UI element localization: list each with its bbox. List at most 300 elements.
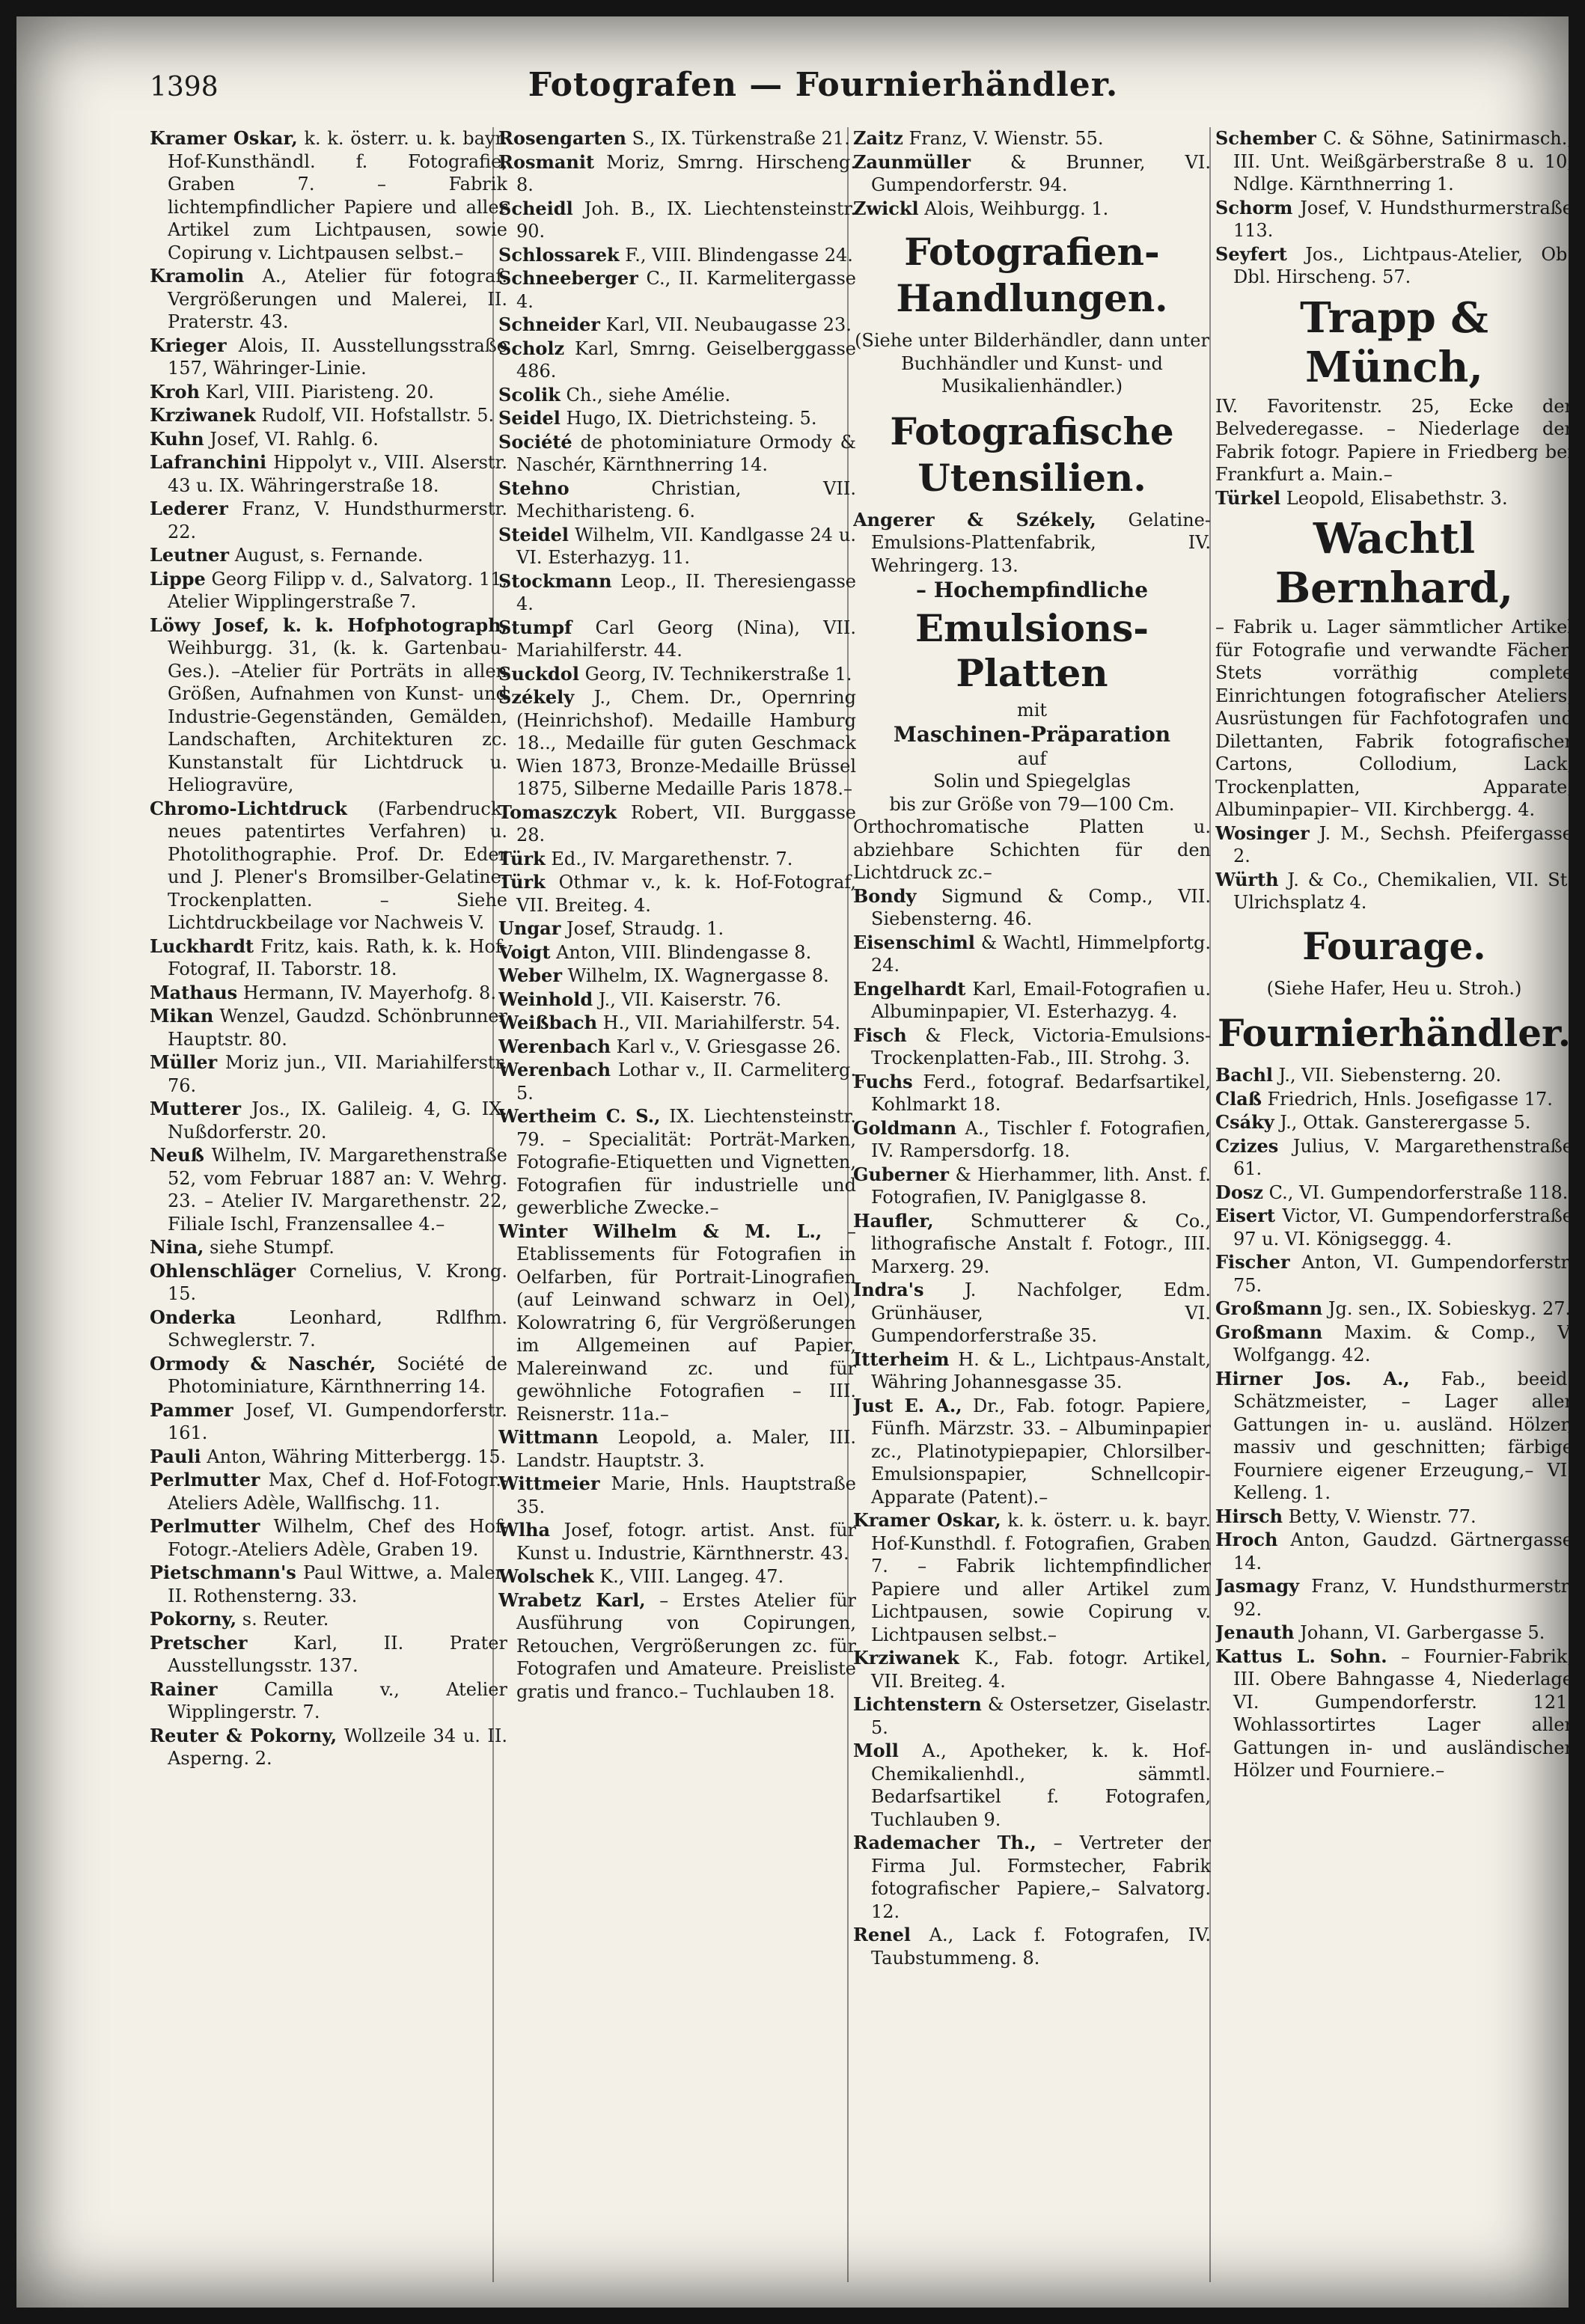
directory-entry <box>150 1051 507 1097</box>
entry-name: Eisenschiml <box>853 931 975 953</box>
entry-name: Krziwanek <box>853 1647 959 1669</box>
entry-details: (Farbendruck, neues patentirtes Verfahren) u. Photolithographie. Prof. Dr. Eder und J. Plener's Bromsilber-Gelatine-Trockenplatten. – Siehe Lichtdruckbeilage vor Nachweis V. <box>168 798 507 933</box>
entry-details: C., VI. Gumpendorferstraße 118. <box>1268 1181 1569 1203</box>
entry-details: Alois, Weihburgg. 1. <box>924 198 1109 219</box>
directory-entry <box>498 198 856 243</box>
entry-name: Tomaszczyk <box>498 801 617 823</box>
entry-details: k. k. österr. u. k. bayr. Hof-Kunsthdl. f. Fotografien, Graben 7. – Fabrik lichtempfindlicher Papiere und aller Artikel zum Lichtpausen, sowie Copirung v. Lichtpausen selbst.– <box>871 1510 1211 1645</box>
entry-details: – Etablissements für Fotografien in Oelfarben, für Portrait-Linografien (auf Leinwand schwarz in Oel), Kolowratring 6, für Vergrößerungen im Allgemeinen auf Papier, Malereinwand zc. und für gewöhnliche Fotografien – III. Reisnerstr. 11a.– <box>516 1220 856 1425</box>
entry-name: Guberner <box>853 1163 950 1185</box>
ad-line: mit <box>1016 700 1048 721</box>
entry-details: Anton, VI. Gumpendorferstr. 75. <box>1233 1252 1573 1296</box>
directory-entry <box>853 1348 1211 1394</box>
entry-name: Lippe <box>150 567 206 590</box>
directory-entry <box>498 1105 856 1220</box>
entry-details: Jg. sen., IX. Sobieskyg. 27. <box>1328 1298 1572 1319</box>
entry-details: & Ostersetzer, Giselastr. 5. <box>871 1694 1211 1738</box>
directory-entry <box>498 431 856 477</box>
entry-details: Moriz, Smrng. Hirscheng. 8. <box>516 151 856 195</box>
entry-name: Rademacher Th., <box>853 1832 1036 1853</box>
entry-name: Mikan <box>150 1005 214 1027</box>
entry-name: Engelhardt <box>853 977 966 1000</box>
directory-entry <box>498 941 856 964</box>
entry-name: Eisert <box>1215 1205 1275 1226</box>
entry-details: Josef, VI. Rahlg. 6. <box>210 428 379 450</box>
entry-details: Hermann, IV. Mayerhofg. 8. <box>242 982 496 1003</box>
entry-name: Renel <box>853 1924 911 1945</box>
entry-details: F., VIII. Blindengasse 24. <box>625 244 853 266</box>
entry-details: A., Tischler f. Fotografien, IV. Rampersdorfg. 18. <box>871 1117 1211 1161</box>
entry-details: Georg, IV. Technikerstraße 1. <box>584 663 852 685</box>
entry-name: Leutner <box>150 544 230 566</box>
directory-entry <box>1215 197 1573 242</box>
entry-name: Kuhn <box>150 427 204 450</box>
directory-entry <box>1215 869 1573 914</box>
running-title: Fotografen — Fournierhändler. <box>528 66 1119 104</box>
entry-details: Leop., II. Theresiengasse 4. <box>516 570 856 614</box>
directory-entry <box>853 198 1211 221</box>
entry-name: Perlmutter <box>150 1469 260 1490</box>
entry-name: Lederer <box>150 498 228 519</box>
entry-name: Ohlenschläger <box>150 1259 296 1282</box>
entry-details: H., VII. Mariahilferstr. 54. <box>602 1012 840 1033</box>
entry-name: Société <box>498 430 572 453</box>
entry-details: & Hierhammer, lith. Anst. f. Fotografien, IV. Paniglgasse 8. <box>871 1163 1211 1208</box>
directory-entry <box>498 1059 856 1104</box>
entry-name: Czizes <box>1215 1134 1279 1157</box>
entry-details: Hugo, IX. Dietrichsteing. 5. <box>566 408 817 429</box>
directory-entry <box>150 1446 507 1469</box>
entry-name: Claß <box>1215 1087 1262 1110</box>
entry-details: & Wachtl, Himmelpfortg. 24. <box>871 932 1211 976</box>
directory-entry <box>498 917 856 941</box>
section-heading: Fourage. <box>1302 923 1486 968</box>
entry-name: Scolik <box>498 383 561 406</box>
entry-details: Julius, V. Margarethenstraße 61. <box>1233 1135 1573 1179</box>
entry-name: Ormody & Naschér, <box>150 1352 376 1374</box>
directory-entry <box>1215 1135 1573 1181</box>
entry-details: K., VIII. Langeg. 47. <box>599 1566 784 1587</box>
directory-entry <box>498 1473 856 1518</box>
entry-name: Fuchs <box>853 1070 913 1092</box>
directory-entry <box>853 1647 1211 1692</box>
ad-text: IV. Favoritenstr. 25, Ecke der Belvederegasse. – Niederlage der Fabrik fotogr. Papiere in Friedberg bei Frankfurt a. Main.– <box>1215 395 1573 485</box>
entry-name: Pammer <box>150 1398 233 1421</box>
directory-entry <box>498 244 856 267</box>
ad-headline: Emulsions-Platten <box>914 606 1149 695</box>
directory-entry <box>150 1678 507 1724</box>
entry-details: Ferd., fotograf. Bedarfsartikel, Kohlmarkt 18. <box>871 1071 1211 1115</box>
directory-entry <box>150 451 507 497</box>
directory-entry <box>1215 127 1573 196</box>
directory-entry <box>853 1832 1211 1923</box>
directory-entry <box>498 570 856 616</box>
directory-entry <box>150 1005 507 1051</box>
entry-details: Karl, Email-Fotografien u. Albuminpapier, VI. Esterhazyg. 4. <box>871 978 1211 1022</box>
ad-text: Orthochromatische Platten u. abziehbare Schichten für den Lichtdruck zc.– <box>853 816 1211 883</box>
entry-details: A., Apotheker, k. k. Hof-Chemikalienhdl., sämmtl. Bedarfsartikel f. Fotografen, Tuchlauben 9. <box>871 1740 1211 1830</box>
entry-details: – Erstes Atelier für Ausführung von Copirungen, Retouchen, Vergrößerungen zc. für Fotografen und Amateure. Preisliste gratis und franco.– Tuchlauben 18. <box>516 1589 856 1702</box>
directory-entry <box>498 1589 856 1704</box>
directory-entry <box>1215 487 1573 510</box>
directory-entry <box>150 544 507 567</box>
advertiser-name: Wachtl Bernhard, <box>1274 514 1514 613</box>
entry-details: Hippolyt v., VIII. Alserstr. 43 u. IX. Währingerstraße 18. <box>168 452 507 496</box>
entry-details: Carl Georg (Nina), VII. Mariahilferstr. 44. <box>516 617 856 661</box>
entry-details: J. & Co., Chemikalien, VII. St. Ulrichsplatz 4. <box>1233 869 1573 913</box>
column-3 <box>853 127 1211 2282</box>
entry-details: Josef, VI. Gumpendorferstr. 161. <box>168 1399 507 1443</box>
directory-entry <box>498 127 856 150</box>
entry-name: Steidel <box>498 523 569 545</box>
entry-name: Zaunmüller <box>853 150 971 173</box>
entry-details: A., Lack f. Fotografen, IV. Taubstummeng. 8. <box>871 1924 1211 1969</box>
entry-details: J. Nachfolger, Edm. Grünhäuser, VI. Gumpendorferstraße 35. <box>871 1279 1211 1346</box>
entry-details: J., Ottak. Gansterergasse 5. <box>1280 1112 1531 1133</box>
directory-entry <box>498 1519 856 1565</box>
entry-details: Karl, VIII. Piaristeng. 20. <box>205 381 434 403</box>
entry-name: Hroch <box>1215 1529 1278 1550</box>
directory-entry <box>150 1306 507 1352</box>
directory-entry <box>1215 1529 1573 1574</box>
directory-entry <box>150 982 507 1005</box>
entry-name: Kramer Oskar, <box>150 127 298 149</box>
entry-name: Weber <box>498 964 562 986</box>
entry-details: Marie, Hnls. Hauptstraße 35. <box>516 1473 856 1517</box>
entry-details: Ch., siehe Amélie. <box>566 384 731 406</box>
entry-name: Wittmann <box>498 1426 599 1448</box>
directory-entry <box>853 1509 1211 1646</box>
entry-name: Stumpf <box>498 616 572 638</box>
entry-details: Jos., Lichtpaus-Atelier, Ob. Dbl. Hirscheng. 57. <box>1233 243 1573 287</box>
entry-name: Jenauth <box>1215 1621 1295 1643</box>
entry-details: August, s. Fernande. <box>234 545 424 566</box>
directory-entry <box>150 404 507 427</box>
directory-entry <box>498 151 856 197</box>
directory-entry <box>853 1740 1211 1831</box>
entry-name: Weinhold <box>498 988 593 1010</box>
entry-details: J., VII. Kaiserstr. 76. <box>598 988 782 1010</box>
entry-name: Kattus L. Sohn. <box>1215 1645 1387 1667</box>
directory-entry <box>1215 1505 1573 1529</box>
directory-entry <box>150 1562 507 1607</box>
directory-entry <box>1215 1111 1573 1134</box>
entry-name: Goldmann <box>853 1116 957 1139</box>
directory-entry <box>498 1220 856 1426</box>
entry-name: Rainer <box>150 1678 218 1700</box>
ad-line: Solin und Spiegelglas <box>933 771 1131 792</box>
entry-details: Dr., Fab. fotogr. Papiere, Fünfh. Märzstr. 33. – Albuminpapier zc., Platinotypiepapier, Chlorsilber-Emulsionspapier, Schnellcopir-Apparate (Patent).– <box>871 1395 1211 1508</box>
directory-entry <box>498 1565 856 1588</box>
entry-name: Krieger <box>150 334 227 356</box>
directory-entry <box>853 1024 1211 1070</box>
entry-name: Hirsch <box>1215 1505 1283 1527</box>
entry-name: Schember <box>1215 127 1316 149</box>
entry-details: Fab., beeid. Schätzmeister, – Lager aller Gattungen in- u. ausländ. Hölzer, massiv und geschnitten; färbige Fourniere eigener Erzeugung,– VI. Kelleng. 1. <box>1233 1368 1573 1503</box>
entry-details: Josef, fotogr. artist. Anst. für Kunst u. Industrie, Kärnthnerstr. 43. <box>516 1520 856 1564</box>
entry-name: Seidel <box>498 407 561 429</box>
entry-details: Wilhelm, VII. Kandlgasse 24 u. VI. Esterhazyg. 11. <box>516 524 856 568</box>
directory-entry <box>150 334 507 380</box>
directory-entry <box>498 848 856 871</box>
section-heading: Fotografien-Handlungen. <box>896 230 1168 320</box>
entry-details: Wilhelm, Chef des Hof-Fotogr.-Ateliers Adèle, Graben 19. <box>168 1516 507 1560</box>
entry-details: k. k. österr. u. k. bayr. Hof-Kunsthändl. f. Fotografie, Graben 7. – Fabrik lichtempfindlicher Papiere und aller Artikel zum Lichtpausen, sowie Copirung v. Lichtpausen selbst.– <box>168 128 507 263</box>
entry-name: Reuter & Pokorny, <box>150 1724 338 1746</box>
directory-entry <box>853 151 1211 197</box>
entry-name: Haufler, <box>853 1209 934 1232</box>
directory-entry <box>150 1608 507 1631</box>
ad-line: auf <box>1017 747 1047 769</box>
entry-name: Fischer <box>1215 1251 1290 1273</box>
directory-entry <box>150 1725 507 1770</box>
directory-entry <box>853 509 1211 578</box>
directory-entry <box>498 801 856 847</box>
directory-entry <box>498 1036 856 1059</box>
ad-emphasis-line: Maschinen-Präparation <box>893 721 1171 747</box>
entry-details: Karl, II. Prater Ausstellungsstr. 137. <box>168 1632 507 1676</box>
entry-details: Franz, V. Hundsthurmerstr. 22. <box>168 498 507 542</box>
entry-details: Société de Photominiature, Kärnthnerring 14. <box>168 1353 507 1397</box>
directory-entry <box>498 1012 856 1035</box>
entry-name: Großmann <box>1215 1297 1323 1319</box>
directory-entry <box>150 1098 507 1143</box>
entry-details: Anton, VIII. Blindengasse 8. <box>556 941 812 963</box>
entry-name: Moll <box>853 1740 899 1761</box>
directory-entry <box>1215 1205 1573 1250</box>
entry-details: Schmutterer & Co., lithografische Anstalt f. Fotogr., III. Marxerg. 29. <box>871 1210 1211 1277</box>
ad-line: bis zur Größe von 79—100 Cm. <box>889 793 1175 815</box>
directory-entry <box>150 1515 507 1561</box>
entry-details: Alois, II. Ausstellungsstraße 157, Währinger-Linie. <box>168 334 507 379</box>
entry-details: Sigmund & Comp., VII. Siebensterng. 46. <box>871 885 1211 929</box>
section-note: (Siehe unter Bilderhändler, dann unter Buchhändler und Kunst- und Musikalienhändler.) <box>855 330 1209 397</box>
entry-details: Othmar v., k. k. Hof-Fotograf, VII. Breiteg. 4. <box>516 872 856 916</box>
directory-entry <box>853 978 1211 1024</box>
entry-name: Pietschmann's <box>150 1562 296 1583</box>
directory-entry <box>1215 1575 1573 1621</box>
entry-details: Fritz, kais. Rath, k. k. Hof-Fotograf, II. Taborstr. 18. <box>168 935 507 979</box>
directory-entry <box>150 1399 507 1445</box>
entry-name: Onderka <box>150 1306 236 1328</box>
entry-details: Georg Filipp v. d., Salvatorg. 11, Atelier Wipplingerstraße 7. <box>168 568 507 612</box>
entry-details: J. M., Sechsh. Pfeifergasse 2. <box>1233 822 1573 866</box>
entry-details: Victor, VI. Gumpendorferstraße 97 u. VI. Königseggg. 4. <box>1233 1205 1573 1250</box>
entry-details: Christian, VII. Mechitharisteng. 6. <box>516 477 856 522</box>
directory-entry <box>498 1426 856 1472</box>
entry-name: Türk <box>498 871 546 893</box>
entry-name: Seyfert <box>1215 242 1287 265</box>
entry-name: Werenbach <box>498 1059 611 1080</box>
entry-details: Anton, Währing Mitterbergg. 15. <box>207 1446 507 1467</box>
entry-details: Karl, VII. Neubaugasse 23. <box>605 314 852 335</box>
entry-name: Dosz <box>1215 1181 1263 1203</box>
directory-entry <box>498 617 856 662</box>
entry-details: Josef, Straudg. 1. <box>566 918 724 939</box>
entry-name: Just E. A., <box>853 1394 962 1416</box>
directory-entry <box>853 1693 1211 1739</box>
entry-details: H. & L., Lichtpaus-Anstalt, Währing Johannesgasse 35. <box>871 1348 1211 1392</box>
section-heading: Fotografische Utensilien. <box>890 409 1174 500</box>
entry-name: Wrabetz Karl, <box>498 1588 646 1611</box>
directory-entry <box>853 1210 1211 1279</box>
directory-entry <box>853 1117 1211 1163</box>
entry-name: Türkel <box>1215 486 1281 509</box>
directory-entry <box>150 1469 507 1514</box>
entry-details: Maxim. & Comp., V. Wolfgangg. 42. <box>1233 1321 1573 1366</box>
ad-text: – Fabrik u. Lager sämmtlicher Artikel für Fotografie und verwandte Fächer. Stets vorräthig complete Einrichtungen fotografischer Ateliers, Ausrüstungen für Fachfotografen und Dilettanten, Fabrik fotografischer Cartons, Collodium, Lack, Trockenplatten, Apparate, Albuminpapier– VII. Kirchbergg. 4. <box>1215 617 1573 820</box>
entry-details: IX. Liechtensteinstr. 79. – Specialität: Porträt-Marken, Fotografie-Etiquetten und Vignetten, Fotografien für industrielle und gewerbliche Zwecke.– <box>516 1106 856 1218</box>
entry-name: Wosinger <box>1215 822 1310 844</box>
entry-name: Müller <box>150 1051 218 1073</box>
entry-name: Bondy <box>853 884 917 907</box>
directory-entry <box>853 1071 1211 1116</box>
directory-entry <box>853 1395 1211 1509</box>
entry-details: Ed., IV. Margarethenstr. 7. <box>551 848 793 869</box>
entry-name: Wertheim C. S., <box>498 1105 661 1127</box>
entry-name: Indra's <box>853 1279 924 1300</box>
entry-name: Chromo-Lichtdruck <box>150 797 347 819</box>
directory-entry <box>150 1144 507 1235</box>
entry-name: Kramolin <box>150 265 245 287</box>
page-number: 1398 <box>150 72 219 103</box>
directory-entry <box>853 1163 1211 1209</box>
directory-entry <box>853 1924 1211 1969</box>
directory-entry <box>1215 243 1573 289</box>
entry-name: Würth <box>1215 868 1279 890</box>
directory-entry <box>853 127 1211 150</box>
directory-entry <box>498 524 856 569</box>
entry-name: Itterheim <box>853 1348 950 1370</box>
directory-entry <box>498 964 856 988</box>
entry-name: Fisch <box>853 1024 907 1046</box>
entry-details: Karl v., V. Griesgasse 26. <box>616 1036 841 1057</box>
entry-details: Leopold, a. Maler, III. Landstr. Hauptstr. 3. <box>516 1427 856 1471</box>
directory-entry <box>498 686 856 801</box>
entry-name: Jasmagy <box>1215 1575 1300 1597</box>
entry-name: Weißbach <box>498 1012 598 1033</box>
directory-entry <box>498 477 856 523</box>
entry-details: & Fleck, Victoria-Emulsions-Trockenplatten-Fab., III. Strohg. 3. <box>871 1024 1211 1068</box>
entry-name: Angerer & Székely, <box>853 508 1096 530</box>
entry-details: K., Fab. fotogr. Artikel, VII. Breiteg. 4. <box>871 1648 1211 1692</box>
directory-entry <box>853 885 1211 931</box>
entry-name: Türk <box>498 847 546 869</box>
entry-name: Bachl <box>1215 1064 1274 1086</box>
entry-name: Krziwanek <box>150 404 256 426</box>
entry-name: Schorm <box>1215 196 1293 218</box>
directory-entry <box>498 407 856 430</box>
entry-name: Zaitz <box>853 127 903 149</box>
entry-name: Csáky <box>1215 1111 1274 1133</box>
entry-details: – Fournier-Fabrik, III. Obere Bahngasse 4, Niederlage VI. Gumpendorferstr. 121. Wohlassortirtes Lager aller Gattungen in- und ausländischer Hölzer und Fourniere.– <box>1233 1645 1573 1781</box>
entry-name: Lichtenstern <box>853 1693 982 1715</box>
entry-name: Pretscher <box>150 1631 248 1654</box>
entry-name: Zwickl <box>853 197 919 219</box>
entry-name: Stockmann <box>498 569 612 592</box>
entry-name: Rosmanit <box>498 150 595 173</box>
entry-details: Johann, VI. Garbergasse 5. <box>1300 1622 1545 1643</box>
entry-details: Josef, V. Hundsthurmerstraße 113. <box>1233 197 1573 241</box>
directory-entry <box>150 614 507 797</box>
directory-entry <box>1215 822 1573 868</box>
entry-name: Rosengarten <box>498 127 626 149</box>
entry-details: Wilhelm, IX. Wagnergasse 8. <box>567 965 829 986</box>
entry-name: Hirner Jos. A., <box>1215 1367 1410 1389</box>
entry-name: Voigt <box>498 941 551 963</box>
entry-details: de photominiature Ormody & Naschér, Kärnthnerring 14. <box>516 431 856 475</box>
directory-entry <box>150 1260 507 1306</box>
directory-entry <box>150 1632 507 1678</box>
entry-name: Kramer Oskar, <box>853 1509 1001 1531</box>
directory-entry <box>853 932 1211 977</box>
entry-details: Wollzeile 34 u. II. Asperng. 2. <box>168 1725 507 1769</box>
entry-details: Rudolf, VII. Hofstallstr. 5. <box>261 405 495 426</box>
directory-entry <box>498 314 856 337</box>
entry-details: – Vertreter der Firma Jul. Formstecher, Fabrik fotografischer Papiere,– Salvatorg. 12. <box>871 1832 1211 1922</box>
entry-details: Robert, VII. Burggasse 28. <box>516 801 856 845</box>
entry-name: Winter Wilhelm & M. L., <box>498 1220 822 1242</box>
directory-entry <box>1215 1064 1573 1087</box>
directory-entry <box>498 267 856 313</box>
directory-entry <box>498 988 856 1012</box>
entry-name: Scholz <box>498 337 565 359</box>
section-heading: Fournierhändler. <box>1217 1011 1572 1055</box>
entry-name: Nina, <box>150 1236 204 1258</box>
entry-name: Luckhardt <box>150 935 254 957</box>
directory-entry <box>150 265 507 334</box>
entry-details: & Brunner, VI. Gumpendorferstr. 94. <box>871 151 1211 195</box>
directory-entry <box>150 1353 507 1398</box>
entry-details: Wenzel, Gaudzd. Schönbrunner Hauptstr. 80. <box>168 1006 507 1050</box>
advertiser-name: Trapp & Münch, <box>1300 293 1488 392</box>
directory-entry <box>498 871 856 917</box>
directory-entry <box>150 498 507 543</box>
directory-entry <box>1215 1368 1573 1505</box>
directory-entry <box>150 935 507 981</box>
entry-details: Karl, Smrng. Geiselberggasse 486. <box>516 337 856 382</box>
entry-name: Großmann <box>1215 1321 1323 1343</box>
entry-details: C., II. Karmelitergasse 4. <box>516 268 856 312</box>
entry-name: Perlmutter <box>150 1515 260 1537</box>
section-note: (Siehe Hafer, Heu u. Stroh.) <box>1266 977 1522 999</box>
directory-entry <box>1215 1088 1573 1111</box>
entry-details: Wilhelm, IV. Margarethenstraße 52, vom Februar 1887 an: V. Wehrg. 23. – Atelier IV. Margarethenstr. 22, Filiale Ischl, Franzensallee 4.– <box>168 1145 507 1235</box>
entry-details: Betty, V. Wienstr. 77. <box>1288 1505 1476 1527</box>
entry-details: Weihburgg. 31, (k. k. Gartenbau-Ges.). –Atelier für Porträts in allen Größen, Aufnahmen von Kunst- und Industrie-Gegenständen, Gemälden, Landschaften, Architekturen zc. Kunstanstalt für Lichtdruck u. Heliogravüre, <box>168 637 507 795</box>
entry-name: Székely <box>498 686 575 708</box>
entry-details: Leonhard, Rdlfhm. Schweglerstr. 7. <box>168 1306 507 1351</box>
entry-details: Franz, V. Wienstr. 55. <box>908 128 1104 149</box>
entry-details: S., IX. Türkenstraße 21. <box>632 128 850 149</box>
entry-name: Mutterer <box>150 1098 242 1119</box>
entry-name: Suckdol <box>498 662 579 685</box>
directory-entry <box>498 337 856 383</box>
directory-entry <box>150 428 507 451</box>
entry-name: Schlossarek <box>498 243 620 266</box>
column-2 <box>498 127 856 2282</box>
entry-name: Ungar <box>498 917 561 939</box>
entry-details: J., VII. Siebensterng. 20. <box>1278 1065 1502 1086</box>
entry-name: Pauli <box>150 1445 201 1467</box>
entry-details: Franz, V. Hundsthurmerstr. 92. <box>1233 1576 1573 1620</box>
entry-name: Kroh <box>150 380 200 403</box>
entry-details: Lothar v., II. Carmeliterg. 5. <box>516 1059 856 1104</box>
entry-details: Anton, Gaudzd. Gärtnergasse 14. <box>1233 1529 1573 1574</box>
entry-details: Paul Wittwe, a. Maler, II. Rothensterng. 33. <box>168 1562 507 1606</box>
entry-name: Wolschek <box>498 1565 594 1587</box>
entry-name: Löwy Josef, k. k. Hofphotograph, <box>150 614 507 636</box>
